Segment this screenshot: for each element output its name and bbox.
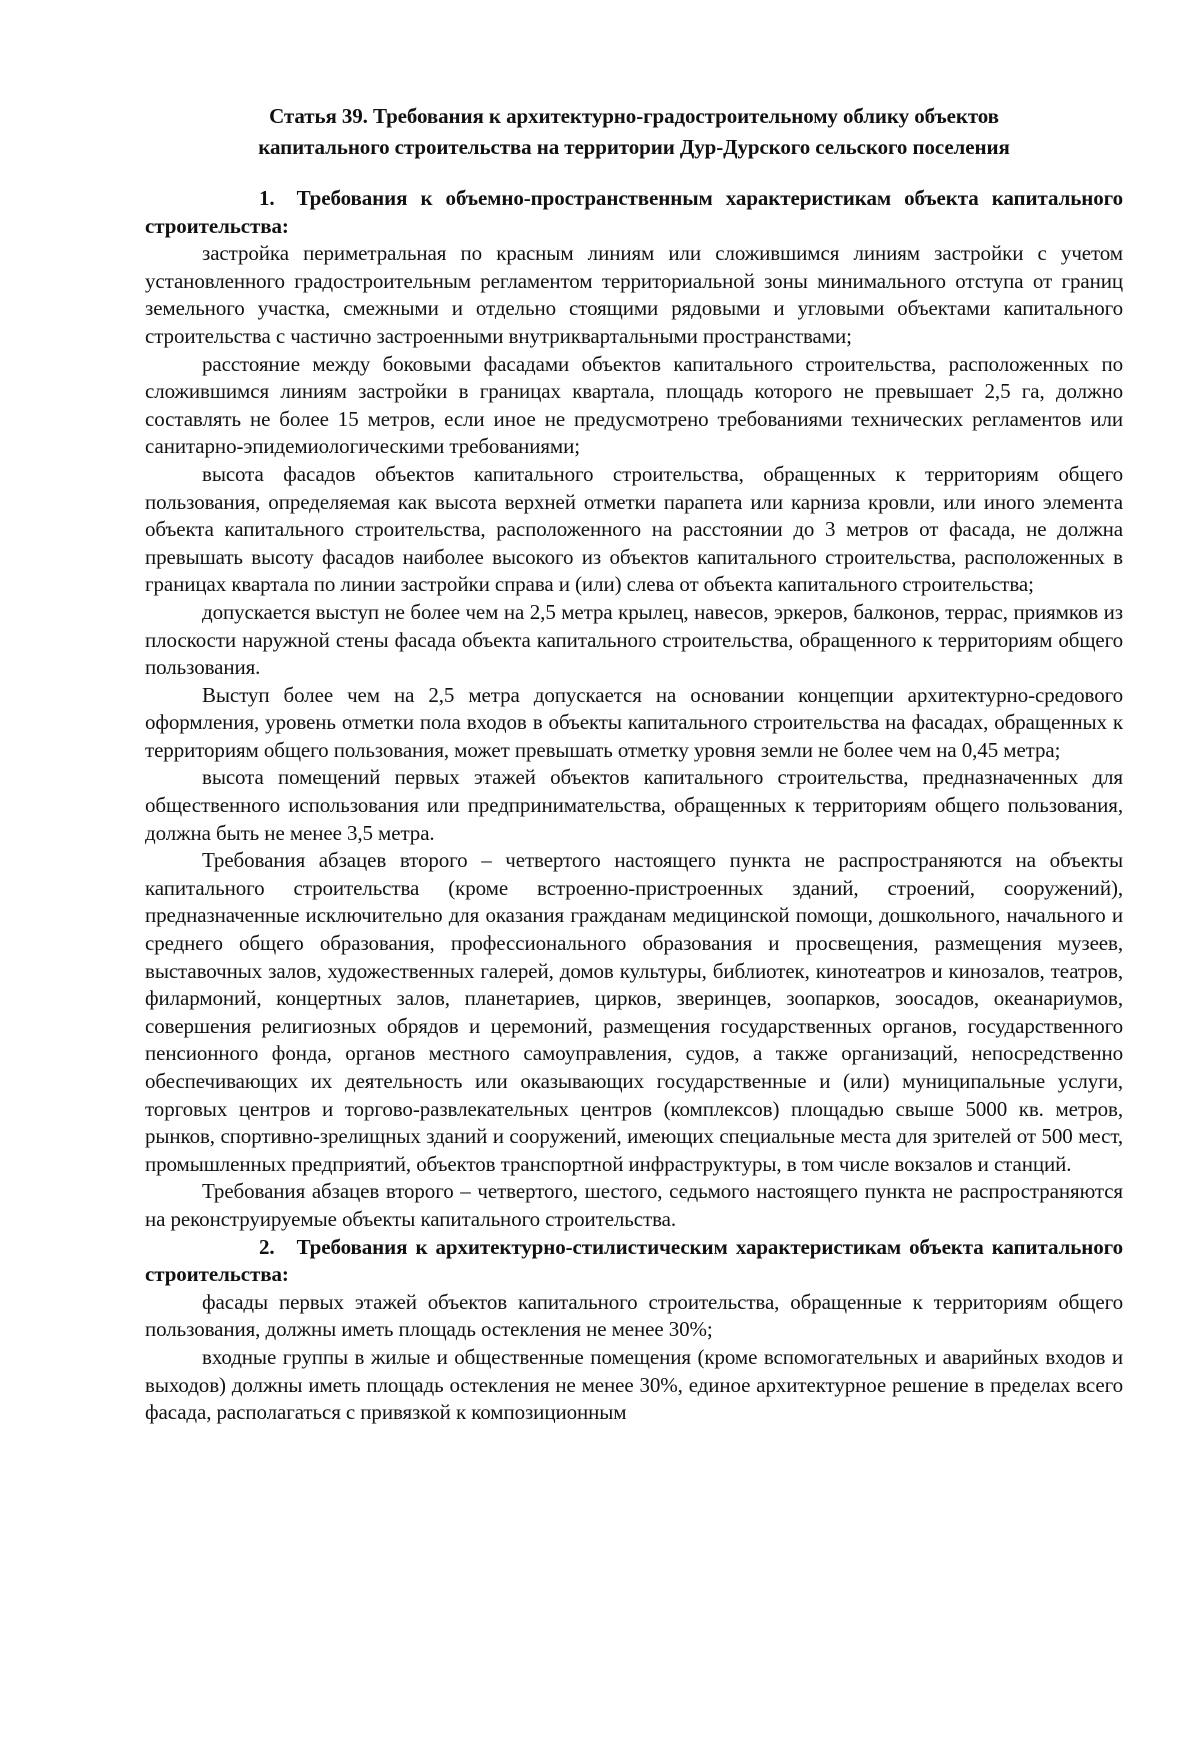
section-2-paragraph-2: входные группы в жилые и общественные помещения (кроме вспомогательных и аварийных входов и выходов) должны иметь площадь остекления не менее 30%, единое архитектурное решение в пределах всего фасада, располагаться с привязкой к композиционным: [145, 1344, 1123, 1425]
document-body: [145, 101, 1123, 1427]
section-1-number: 1.: [259, 186, 275, 210]
section-1-paragraph-3: высота фасадов объектов капитального строительства, обращенных к территориям общего пользования, определяемая как высота верхней отметки парапета или карниза кровли, или иного элемента объекта капитального строительства, расположенного на расстоянии до 3 метров от фасада, не должна превышать высоту фасадов наиболее высокого из объектов капитального строительства, расположенных в границах квартала по линии застройки справа и (или) слева от объекта капитального строительства;: [145, 461, 1123, 597]
article-title: [145, 101, 1123, 163]
section-1-paragraph-7: Требования абзацев второго – четвертого настоящего пункта не распространяются на объекты капитального строительства (кроме встроенно-пристроенных зданий, строений, сооружений), предназначенные исключительно для оказания гражданам медицинской помощи, дошкольного, начального и среднего общего образования, профессионального образования и просвещения, размещения музеев, выставочных залов, художественных галерей, домов культуры, библиотек, кинотеатров и кинозалов, театров, филармоний, концертных залов, планетариев, цирков, зверинцев, зоопарков, зоосадов, океанариумов, совершения религиозных обрядов и церемоний, размещения государственных органов, государственного пенсионного фонда, органов местного самоуправления, судов, а также организаций, непосредственно обеспечивающих их деятельность или оказывающих государственные и (или) муниципальные услуги, торговых центров и торгово-развлекательных центров (комплексов) площадью свыше 5000 кв. метров, рынков, спортивно-зрелищных зданий и сооружений, имеющих специальные места для зрителей от 500 мест, промышленных предприятий, объектов транспортной инфраструктуры, в том числе вокзалов и станций.: [145, 848, 1123, 1176]
section-1-paragraph-2: расстояние между боковыми фасадами объектов капитального строительства, расположенных по сложившимся линиям застройки в границах квартала, площадь которого не превышает 2,5 га, должно составлять не более 15 метров, если иное не предусмотрено требованиями технических регламентов или санитарно-эпидемиологическими требованиями;: [145, 351, 1123, 459]
article-title-line-2: капитального строительства на территории Дур-Дурского сельского поселения: [258, 135, 1010, 159]
section-1-heading: [145, 185, 1123, 240]
section-2-number: 2.: [259, 1234, 275, 1259]
section-1-paragraph-1: застройка периметральная по красным линиям или сложившимся линиям застройки с учетом установленного градостроительным регламентом территориальной зоны минимального отступа от границ земельного участка, смежными и отдельно стоящими рядовыми и угловыми объектами капитального строительства с частично застроенными внутриквартальными пространствами;: [145, 241, 1123, 348]
section-1-paragraph-4: допускается выступ не более чем на 2,5 метра крылец, навесов, эркеров, балконов, террас, приямков из плоскости наружной стены фасада объекта капитального строительства, обращенного к территориям общего пользования.: [145, 599, 1123, 680]
section-2-paragraph-1: фасады первых этажей объектов капитального строительства, обращенные к территориям общего пользования, должны иметь площадь остекления не менее 30%;: [145, 1289, 1123, 1342]
section-2-heading: [145, 1234, 1123, 1289]
section-1-paragraph-8: Требования абзацев второго – четвертого, шестого, седьмого настоящего пункта не распространяются на реконструируемые объекты капитального строительства.: [145, 1179, 1123, 1231]
section-1-paragraph-6: высота помещений первых этажей объектов капитального строительства, предназначенных для общественного использования или предпринимательства, обращенных к территориям общего пользования, должна быть не менее 3,5 метра.: [145, 765, 1123, 845]
section-2-heading-text: Требования к архитектурно-стилистическим характеристикам объекта капитального строительства:: [145, 1234, 1123, 1287]
section-1-heading-text: Требования к объемно-пространственным характеристикам объекта капитального строительства:: [145, 186, 1123, 238]
article-title-line-1: Статья 39. Требования к архитектурно-градостроительному облику объектов: [269, 104, 999, 128]
section-1-paragraph-5: Выступ более чем на 2,5 метра допускается на основании концепции архитектурно-средового оформления, уровень отметки пола входов в объекты капитального строительства на фасадах, обращенных к территориям общего пользования, может превышать отметку уровня земли не более чем на 0,45 метра;: [145, 682, 1123, 762]
